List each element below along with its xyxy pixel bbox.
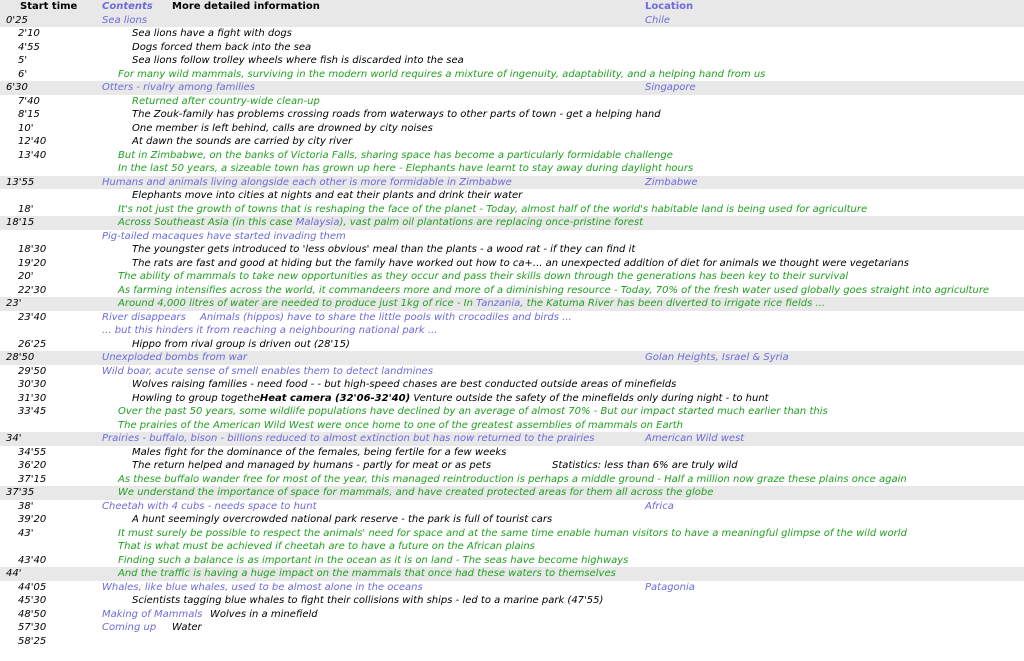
contents-text: Making of Mammals — [102, 608, 203, 620]
table-row — [0, 297, 1024, 311]
table-row — [0, 135, 1024, 149]
start-time: 20' — [18, 271, 34, 282]
contents-detail: Animals (hippos) have to share the little pools with crocodiles and birds ... — [200, 311, 572, 323]
start-time: 38' — [18, 500, 34, 512]
start-time: 30'30 — [18, 379, 47, 390]
start-time: 34'55 — [18, 446, 47, 458]
narration-text: As these buffalo wander free for most of the year, this managed reintroduction is perhaps a middle ground - Half a million now graze these plains once again — [118, 473, 907, 485]
detail-text: The youngster gets introduced to 'less obvious' meal than the plants - a wood rat - if they can find it — [132, 244, 636, 255]
narration-part: ), vast palm oil plantations are replacing once-pristine forest — [339, 217, 644, 228]
detail-text: The return helped and managed by humans - partly for meat or as pets — [132, 460, 492, 471]
table-row — [0, 189, 1024, 203]
contents-text: River disappears — [102, 311, 186, 323]
contents-text: Whales, like blue whales, used to be almost alone in the oceans — [102, 581, 423, 593]
narration-text: It's not just the growth of towns that is reshaping the face of the planet - Today, almost half of the world's habitable land is being used for agriculture — [118, 203, 868, 215]
detail-text: Scientists tagging blue whales to fight their collisions with ships - led to a marine park (47'55) — [132, 595, 604, 606]
contents-text: Prairies - buffalo, bison - billions reduced to almost extinction but has now returned to the prairies — [102, 433, 595, 444]
table-row — [0, 392, 1024, 406]
start-time: 6' — [18, 68, 28, 80]
table-row — [0, 513, 1024, 527]
start-time: 58'25 — [18, 635, 47, 647]
table-row — [0, 419, 1024, 433]
start-time: 23' — [6, 298, 22, 309]
start-time: 5' — [18, 55, 28, 66]
table-row — [0, 311, 1024, 325]
contents-text: Coming up — [102, 622, 157, 633]
statistics-text: Statistics: less than 6% are truly wild — [552, 460, 738, 471]
start-time: 13'40 — [18, 149, 47, 161]
table-row — [0, 540, 1024, 554]
start-time-header: Start time — [20, 1, 78, 12]
table-row — [0, 108, 1024, 122]
detail-text — [132, 392, 769, 406]
table-row — [0, 567, 1024, 581]
narration-text: But in Zimbabwe, on the banks of Victoria Falls, sharing space has become a particularly formidable challenge — [118, 149, 673, 161]
location: Zimbabwe — [645, 176, 698, 188]
table-row — [0, 81, 1024, 95]
table-row — [0, 41, 1024, 55]
table-row — [0, 432, 1024, 446]
table-row — [0, 446, 1024, 460]
narration-text: Over the past 50 years, some wildlife populations have declined by an average of almost 70% - But our impact started much earlier than this — [118, 406, 828, 417]
start-time: 13'55 — [6, 176, 35, 188]
narration-part: Across Southeast Asia (in this case — [118, 217, 296, 228]
start-time: 6'30 — [6, 82, 28, 93]
start-time: 29'50 — [18, 365, 47, 377]
table-row — [0, 243, 1024, 257]
detail-text: Males fight for the dominance of the females, being fertile for a few weeks — [132, 446, 507, 458]
narration-text: We understand the importance of space for mammals, and have created protected areas for them all across the globe — [118, 487, 714, 498]
table-row — [0, 27, 1024, 41]
contents-text: ... but this hinders it from reaching a neighbouring national park ... — [102, 325, 438, 336]
start-time: 18'30 — [18, 244, 47, 255]
narration-text: For many wild mammals, surviving in the modern world requires a mixture of ingenuity, adaptability, and a helping hand from us — [118, 68, 766, 80]
detail-text: At dawn the sounds are carried by city river — [132, 136, 353, 147]
table-row — [0, 216, 1024, 230]
contents-text: Cheetah with 4 cubs - needs space to hunt — [102, 500, 317, 512]
contents-text: Sea lions — [102, 14, 148, 26]
table-row — [0, 68, 1024, 82]
start-time: 43'40 — [18, 554, 47, 566]
table-row — [0, 459, 1024, 473]
detail-text: Hippo from rival group is driven out (28'15) — [132, 338, 350, 350]
start-time: 23'40 — [18, 311, 47, 323]
place-name: Malaysia — [295, 217, 340, 228]
start-time: 26'25 — [18, 338, 47, 350]
location: Chile — [645, 14, 671, 26]
detail-text: Returned after country-wide clean-up — [132, 95, 320, 107]
rows — [0, 14, 1024, 649]
start-time: 44'05 — [18, 581, 47, 593]
place-name: Tanzania — [476, 298, 521, 309]
table-row — [0, 14, 1024, 28]
detail-part: Venture outside the safety of the minefields only during night - to hunt — [410, 392, 769, 404]
table-row — [0, 554, 1024, 568]
contents-text: Humans and animals living alongside each other is more formidable in Zimbabwe — [102, 176, 512, 188]
detail-text: Wolves in a minefield — [210, 608, 318, 620]
start-time: 34' — [6, 433, 22, 444]
start-time: 48'50 — [18, 608, 47, 620]
start-time: 22'30 — [18, 284, 47, 296]
table-row — [0, 230, 1024, 244]
contents-text: Unexploded bombs from war — [102, 352, 248, 363]
table-row — [0, 635, 1024, 649]
detail-text: Sea lions follow trolley wheels where fish is discarded into the sea — [132, 55, 464, 66]
detail-text: A hunt seemingly overcrowded national park reserve - the park is full of tourist cars — [132, 514, 553, 525]
start-time: 37'35 — [6, 487, 35, 498]
table-row — [0, 581, 1024, 595]
start-time: 18' — [18, 203, 34, 215]
narration-text: And the traffic is having a huge impact on the mammals that once had these waters to themselves — [118, 568, 616, 579]
detail-part: Howling to group togethe — [132, 392, 260, 404]
narration-text: Finding such a balance is as important in the ocean as it is on land - The seas have become highways — [118, 554, 629, 566]
detail-text: The Zouk-family has problems crossing roads from waterways to other parts of town - get a helping hand — [132, 109, 661, 120]
start-time: 33'45 — [18, 406, 47, 417]
table-row — [0, 351, 1024, 365]
table-row — [0, 257, 1024, 271]
table-row — [0, 608, 1024, 622]
start-time: 2'10 — [18, 28, 40, 39]
start-time: 57'30 — [18, 622, 47, 633]
table-row — [0, 270, 1024, 284]
start-time: 4'55 — [18, 41, 40, 53]
table-row — [0, 473, 1024, 487]
start-time: 28'50 — [6, 352, 35, 363]
table-row — [0, 284, 1024, 298]
location-header: Location — [645, 1, 694, 12]
table-row — [0, 203, 1024, 217]
table-row — [0, 500, 1024, 514]
contents-text: Pig-tailed macaques have started invading them — [102, 230, 346, 242]
more-info-header: More detailed information — [172, 1, 320, 12]
narration-part: Around 4,000 litres of water are needed to produce just 1kg of rice - In — [118, 298, 477, 309]
table-row — [0, 405, 1024, 419]
narration-text: In the last 50 years, a sizeable town has grown up here - Elephants have learnt to stay away during daylight hours — [118, 163, 694, 174]
start-time: 44' — [6, 568, 22, 579]
contents-text: Wild boar, acute sense of smell enables them to detect landmines — [102, 365, 434, 377]
start-time: 31'30 — [18, 392, 47, 404]
narration-text: It must surely be possible to respect the animals' need for space and at the same time enable human visitors to have a meaningful glimpse of the wild world — [118, 527, 907, 539]
table-row — [0, 176, 1024, 190]
table-row — [0, 365, 1024, 379]
narration-text — [118, 216, 643, 230]
narration-text: That is what must be achieved if cheetah are to have a future on the African plains — [118, 541, 535, 552]
start-time: 0'25 — [6, 14, 28, 26]
table-row — [0, 621, 1024, 635]
start-time: 7'40 — [18, 95, 40, 107]
location: American Wild west — [645, 433, 745, 444]
table-row — [0, 95, 1024, 109]
detail-text: Elephants move into cities at nights and eat their plants and drink their water — [132, 190, 523, 201]
narration-text — [118, 297, 825, 311]
contents-header: Contents — [102, 1, 153, 12]
start-time: 43' — [18, 527, 34, 539]
narration-text: The prairies of the American Wild West were once home to one of the greatest assemblies of mammals on Earth — [118, 419, 683, 431]
detail-text: One member is left behind, calls are drowned by city noises — [132, 122, 433, 134]
header-row — [0, 0, 1024, 14]
detail-text: Dogs forced them back into the sea — [132, 41, 312, 53]
detail-text: Water — [172, 622, 202, 633]
start-time: 10' — [18, 122, 34, 134]
narration-part: , the Katuma River has been diverted to irrigate rice fields ... — [520, 298, 826, 309]
start-time: 8'15 — [18, 109, 40, 120]
table-row — [0, 338, 1024, 352]
location: Patagonia — [645, 581, 695, 593]
table-row — [0, 149, 1024, 163]
start-time: 36'20 — [18, 460, 47, 471]
heat-camera-note: Heat camera (32'06-32'40) — [259, 392, 411, 404]
start-time: 18'15 — [6, 217, 35, 228]
table-row — [0, 54, 1024, 68]
table-row — [0, 324, 1024, 338]
contents-text: Otters - rivalry among families — [102, 82, 256, 93]
start-time: 39'20 — [18, 514, 47, 525]
start-time: 19'20 — [18, 257, 47, 269]
table-row — [0, 486, 1024, 500]
narration-text: As farming intensifies across the world, it commandeers more and more of a diminishing resource - Today, 70% of the fresh water used globally goes straight into agriculture — [118, 284, 990, 296]
start-time: 37'15 — [18, 473, 47, 485]
table-row — [0, 527, 1024, 541]
table-row — [0, 378, 1024, 392]
narration-text: The ability of mammals to take new opportunities as they occur and pass their skills down through the generations has been key to their survival — [118, 271, 849, 282]
location: Africa — [645, 500, 674, 512]
location: Golan Heights, Israel & Syria — [645, 352, 789, 363]
detail-text: Wolves raising families - need food - - but high-speed chases are best conducted outside areas of minefields — [132, 379, 677, 390]
start-time: 45'30 — [18, 595, 47, 606]
table-row — [0, 162, 1024, 176]
table-row — [0, 594, 1024, 608]
table-row — [0, 122, 1024, 136]
location: Singapore — [645, 82, 696, 93]
start-time: 12'40 — [18, 136, 47, 147]
detail-text: The rats are fast and good at hiding but the family have worked out how to ca+... an unexpected addition of diet for animals we thought were vegetarians — [132, 257, 909, 269]
detail-text: Sea lions have a fight with dogs — [132, 28, 292, 39]
